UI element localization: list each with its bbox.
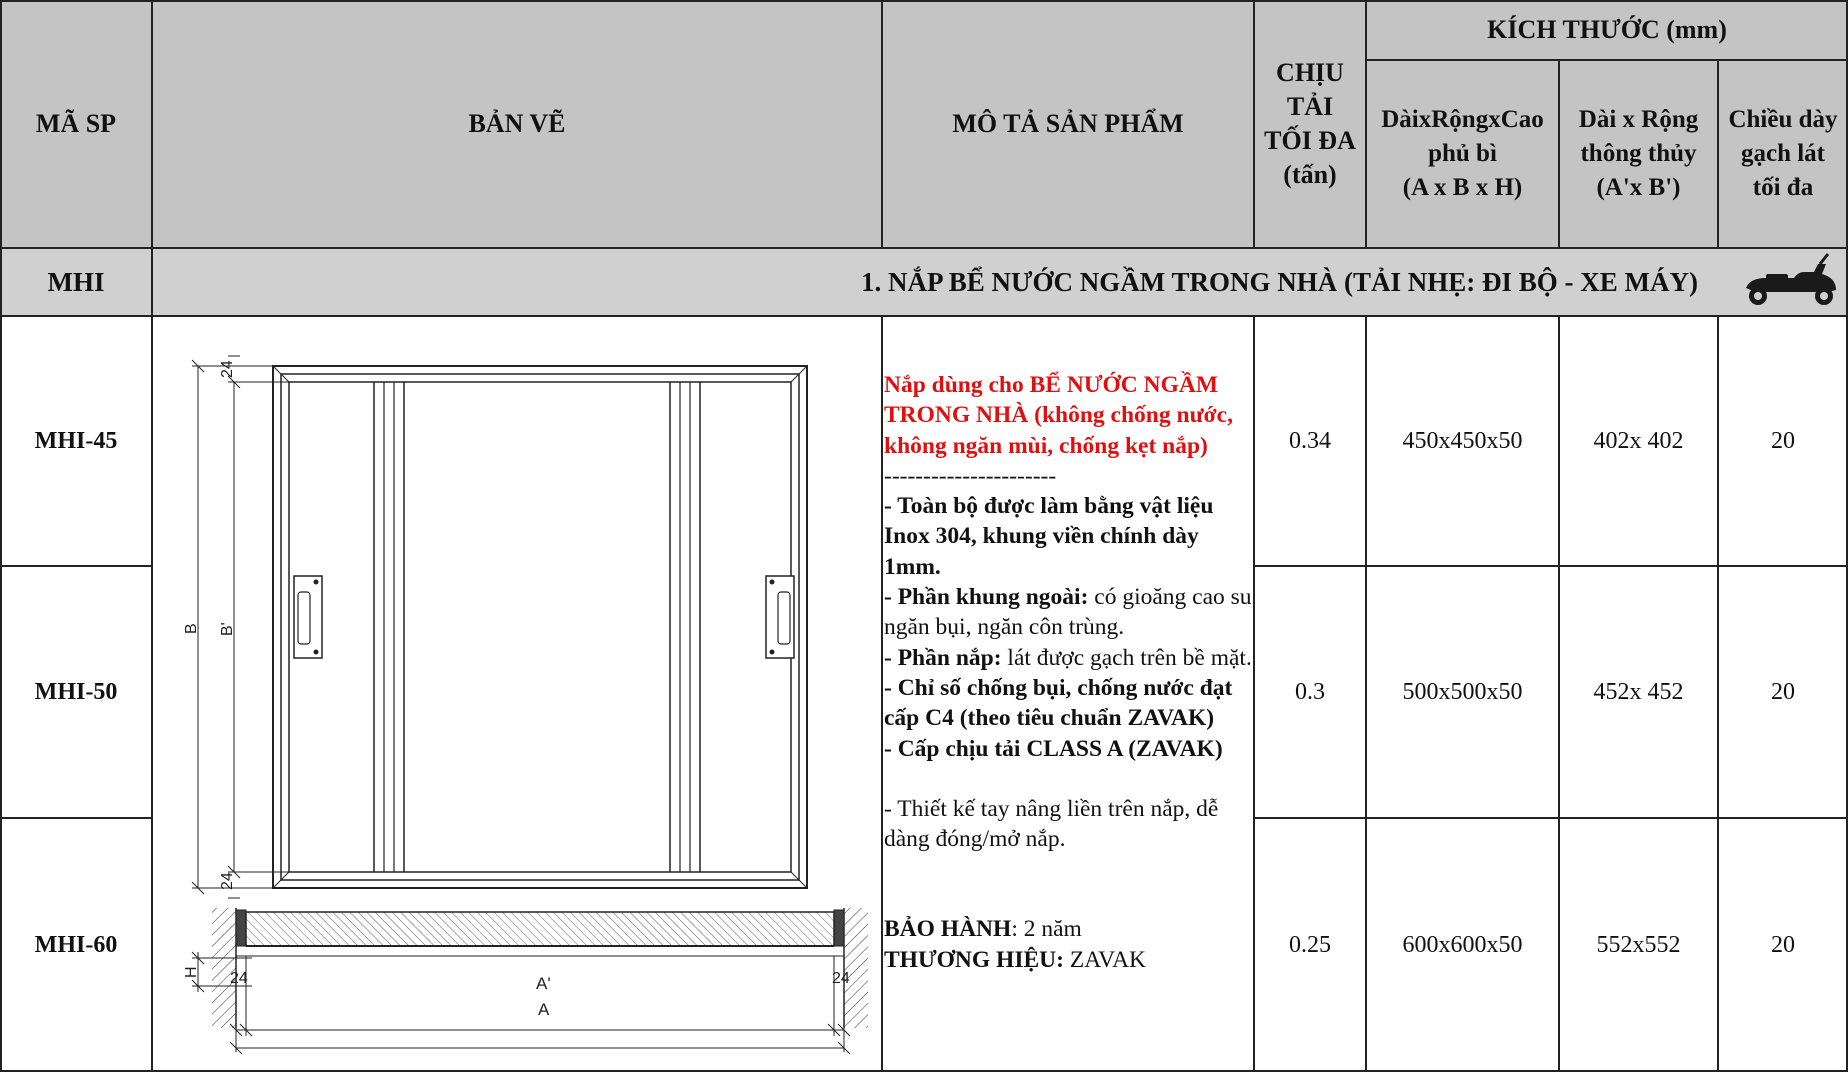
product-tile-thickness: 20 (1771, 678, 1795, 705)
product-tile-thickness: 20 (1771, 427, 1795, 454)
header-thong-thuy-line: thông thủy (1580, 140, 1697, 167)
dim-A: A (538, 1000, 550, 1019)
grid-line (1365, 316, 1367, 1072)
header-phu-bi (1366, 60, 1559, 248)
description-handle: - Thiết kế tay nâng liền trên nắp, dễ dàng đóng/mở nắp. (884, 795, 1219, 853)
grid-line (0, 247, 1848, 249)
grid-line (881, 0, 883, 248)
product-code: MHI-60 (34, 931, 118, 958)
grid-line (0, 817, 152, 819)
dim-24-top: 24 (219, 360, 236, 378)
technical-drawing (152, 316, 882, 1072)
handle-right (766, 576, 794, 658)
dim-24-right: 24 (832, 970, 850, 987)
brand-label: THƯƠNG HIỆU: (884, 946, 1064, 973)
grid-line (0, 0, 1848, 2)
description-brand (884, 945, 1254, 975)
dimension-lines-vertical (192, 356, 289, 992)
grid-line (1366, 59, 1848, 61)
header-thong-thuy (1559, 60, 1718, 248)
grid-line (151, 0, 153, 1072)
lid-label: - Phần nắp: (884, 644, 1002, 671)
description-index: - Chỉ số chống bụi, chống nước đạt cấp C4 (theo tiêu chuẩn ZAVAK) (884, 674, 1233, 732)
header-chiu-tai (1254, 0, 1366, 248)
product-code: MHI-45 (34, 427, 118, 454)
header-phu-bi-line: (A x B x H) (1402, 174, 1523, 201)
grid-line (1253, 0, 1255, 248)
grid-line (1558, 60, 1560, 248)
grid-line (1717, 60, 1719, 248)
category-title: 1. NẮP BỂ NƯỚC NGẦM TRONG NHÀ (TẢI NHẸ: ĐI BỘ - XE MÁY) (152, 248, 1848, 316)
grid-line (1365, 0, 1367, 248)
grid-line (1254, 817, 1848, 819)
header-gach-line: gạch lát (1740, 140, 1826, 167)
product-description (884, 370, 1254, 975)
description-frame (884, 582, 1254, 643)
grid-line (0, 315, 1848, 317)
header-thong-thuy-line: (A'x B') (1596, 174, 1681, 201)
header-phu-bi-line: phủ bì (1428, 140, 1497, 167)
description-lid (884, 643, 1254, 673)
frame-label: - Phần khung ngoài: (884, 584, 1089, 611)
brand-text: ZAVAK (1063, 946, 1147, 973)
product-overall-size: 500x500x50 (1402, 678, 1523, 705)
grid-line (0, 0, 2, 1072)
grid-line (1558, 316, 1560, 1072)
product-code: MHI-50 (34, 678, 118, 705)
grid-line (1717, 316, 1719, 1072)
header-ma-sp: MÃ SP (0, 0, 152, 248)
handle-left (294, 576, 322, 658)
description-class: - Cấp chịu tải CLASS A (ZAVAK) (884, 735, 1223, 762)
header-phu-bi-line: DàixRộngxCao (1381, 106, 1544, 133)
description-intro: Nắp dùng cho BỂ NƯỚC NGẦM TRONG NHÀ (không chống nước, không ngăn mùi, chống kẹt nắp) (884, 372, 1233, 459)
category-code: MHI (0, 248, 152, 316)
product-clear-size: 402x 402 (1593, 427, 1684, 454)
header-chiu-tai-line: (tấn) (1283, 160, 1337, 189)
dim-24-left: 24 (230, 970, 248, 987)
header-gach (1718, 60, 1848, 248)
header-ban-ve: BẢN VẼ (152, 0, 882, 248)
product-load: 0.34 (1289, 427, 1331, 454)
top-view (273, 366, 807, 888)
dim-B: B (183, 623, 200, 634)
header-kich-thuoc: KÍCH THƯỚC (mm) (1366, 0, 1848, 60)
header-chiu-tai-line: TỐI ĐA (1264, 126, 1356, 155)
header-mo-ta: MÔ TẢ SẢN PHẨM (882, 0, 1254, 248)
frame-text: có gioăng cao su ngăn bụi, ngăn côn trùng. (884, 584, 1252, 641)
description-separator: ---------------------- (884, 462, 1057, 489)
dim-H: H (183, 966, 200, 978)
product-load: 0.3 (1295, 678, 1325, 705)
dim-24-bottom: 24 (219, 872, 236, 890)
product-clear-size: 452x 452 (1593, 678, 1684, 705)
product-tile-thickness: 20 (1771, 931, 1795, 958)
grid-line (0, 565, 152, 567)
header-chiu-tai-line: TẢI (1286, 92, 1334, 121)
product-overall-size: 450x450x50 (1402, 427, 1523, 454)
product-clear-size: 552x552 (1596, 931, 1681, 958)
warranty-label: BẢO HÀNH (884, 916, 1012, 943)
scooter-icon (1736, 252, 1840, 310)
product-overall-size: 600x600x50 (1402, 931, 1523, 958)
dim-B-prime: B' (219, 622, 236, 636)
grid-line (1254, 565, 1848, 567)
grid-line (1253, 316, 1255, 1072)
description-warranty (884, 914, 1254, 944)
product-load: 0.25 (1289, 931, 1331, 958)
header-gach-line: tối đa (1752, 174, 1814, 201)
description-material: - Toàn bộ được làm bằng vật liệu Inox 304, khung viền chính dày 1mm. (884, 493, 1214, 580)
header-gach-line: Chiều dày (1728, 106, 1838, 133)
lid-text: lát được gạch trên bề mặt. (1001, 644, 1252, 671)
warranty-text: : 2 năm (1011, 916, 1082, 943)
dim-A-prime: A' (536, 974, 551, 993)
header-thong-thuy-line: Dài x Rộng (1578, 106, 1699, 133)
grid-line (881, 316, 883, 1072)
header-chiu-tai-line: CHỊU (1276, 58, 1344, 87)
